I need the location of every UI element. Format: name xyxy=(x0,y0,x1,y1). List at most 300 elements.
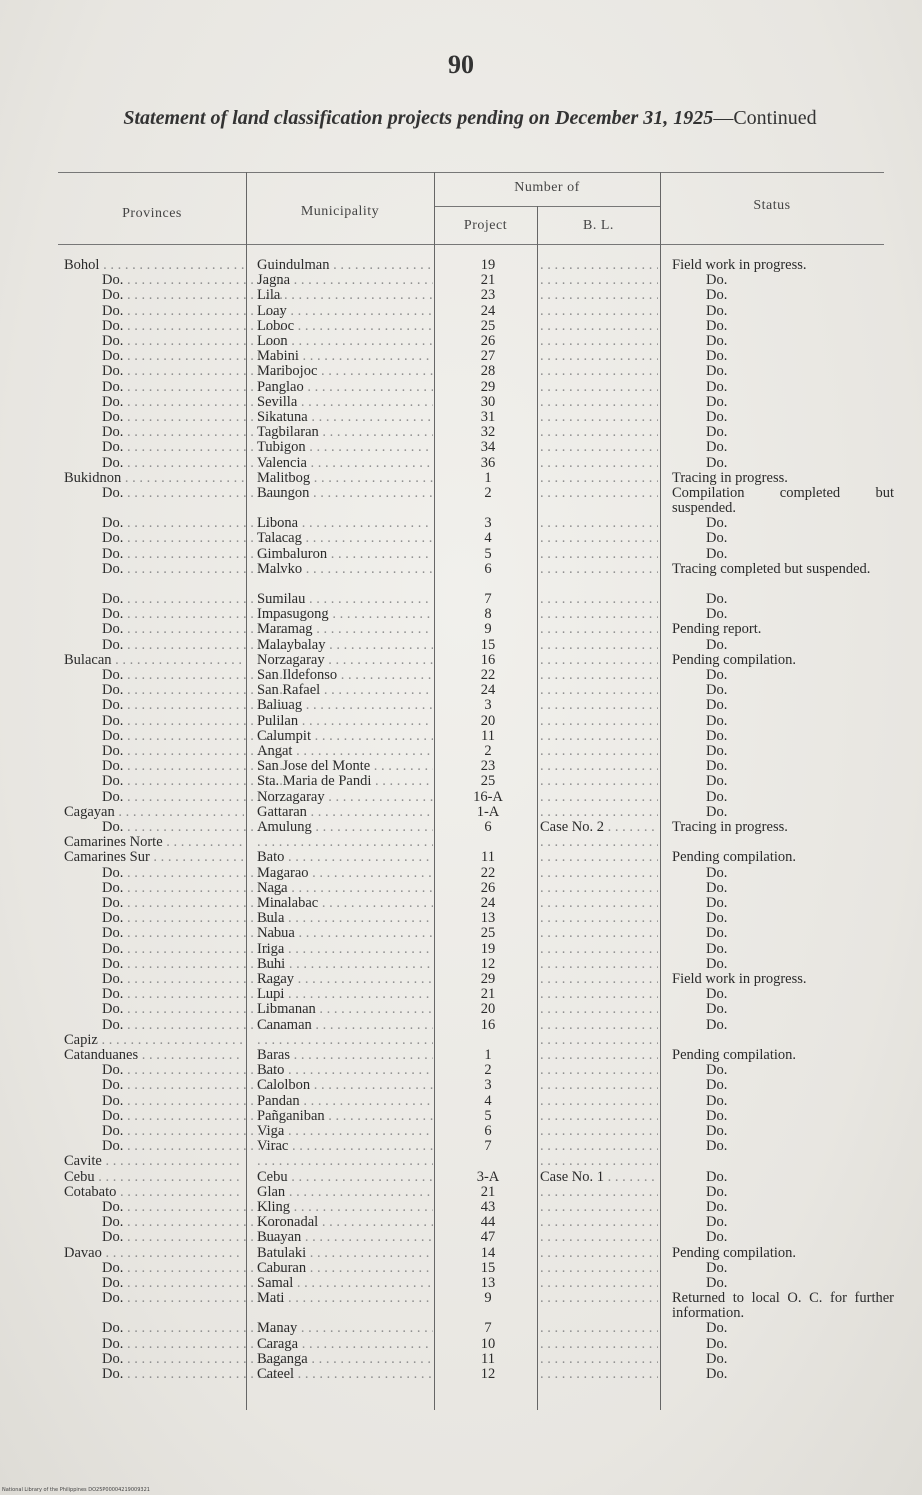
province-cell: Do. . . . xyxy=(64,759,282,774)
bl-cell xyxy=(540,1321,658,1336)
municipality-cell: Talacag . . . xyxy=(257,531,433,546)
bl-cell xyxy=(540,319,658,334)
municipality-cell: Nabua . . . xyxy=(257,926,433,941)
status-cell: Do. xyxy=(706,287,728,304)
municipality-cell: Naga . . . xyxy=(257,881,433,896)
province-cell: Do. . . . xyxy=(64,911,282,926)
status-cell: Do. xyxy=(706,1001,728,1018)
bl-cell xyxy=(540,516,658,531)
project-cell: 47 xyxy=(480,1230,496,1246)
project-cell: 44 xyxy=(480,1215,496,1231)
project-cell: 24 xyxy=(480,303,496,319)
project-cell: 22 xyxy=(480,865,496,881)
province-cell: Bohol . . . xyxy=(64,258,244,273)
municipality-cell: Loon . . . xyxy=(257,334,433,349)
province-cell: Do. . . . xyxy=(64,562,282,577)
bl-cell xyxy=(540,972,658,987)
bl-cell xyxy=(540,896,658,911)
status-cell: Do. xyxy=(706,454,728,471)
bl-cell xyxy=(540,1094,658,1109)
project-cell: 5 xyxy=(484,546,492,562)
municipality-cell: Pañganiban . . . xyxy=(257,1109,433,1124)
project-cell: 25 xyxy=(480,926,496,942)
header-status: Status xyxy=(753,198,791,213)
project-cell: 11 xyxy=(481,728,495,744)
title-continued: —Continued xyxy=(713,107,817,129)
bl-cell xyxy=(540,759,658,774)
bl-cell xyxy=(540,774,658,789)
province-cell: Do. . . . xyxy=(64,486,282,501)
municipality-cell: Pulilan . . . xyxy=(257,714,433,729)
project-cell: 11 xyxy=(481,850,495,866)
province-cell: Do. . . . xyxy=(64,592,282,607)
bl-cell: Case No. 2 . . . xyxy=(540,820,658,835)
municipality-cell: Malvko . . . xyxy=(257,562,433,577)
province-cell: Do. . . . xyxy=(64,364,282,379)
status-cell: Pending compilation. xyxy=(672,1244,797,1261)
bl-cell xyxy=(540,638,658,653)
province-cell: Do. . . . xyxy=(64,1018,282,1033)
project-cell: 7 xyxy=(484,592,492,607)
footer-note: National Library of the Philippines DO25P00004219009321 xyxy=(2,1487,150,1493)
project-cell: 34 xyxy=(480,440,496,456)
status-cell: Do. xyxy=(706,1168,728,1185)
province-cell: Do. . . . xyxy=(64,1200,282,1215)
status-cell: Do. xyxy=(706,1138,728,1155)
province-cell: Do. . . . xyxy=(64,1094,282,1109)
bl-cell xyxy=(540,850,658,865)
municipality-cell: Libmanan . . . xyxy=(257,1002,433,1017)
municipality-cell: Impasugong . . . xyxy=(257,607,433,622)
province-cell: Do. . . . xyxy=(64,1367,282,1382)
status-cell: Do. xyxy=(706,545,728,562)
status-cell: Field work in progress. xyxy=(672,257,807,273)
bl-cell xyxy=(540,425,658,440)
project-cell: 9 xyxy=(484,622,492,638)
municipality-cell: Mati . . . xyxy=(257,1291,433,1306)
province-cell: Do. . . . xyxy=(64,1215,282,1230)
status-cell: Do. xyxy=(706,272,728,289)
bl-cell xyxy=(540,349,658,364)
province-cell: Do. . . . xyxy=(64,273,282,288)
project-cell: 8 xyxy=(484,607,492,623)
project-cell: 3 xyxy=(484,516,492,532)
province-cell: Do. . . . xyxy=(64,622,282,637)
province-cell: Do. . . . xyxy=(64,440,282,455)
province-cell: Do. . . . xyxy=(64,349,282,364)
municipality-cell: Maribojoc . . . xyxy=(257,364,433,379)
project-cell: 9 xyxy=(484,1291,492,1307)
status-cell: Do. xyxy=(706,302,728,319)
municipality-cell: Tubigon . . . xyxy=(257,440,433,455)
status-cell: Do. xyxy=(706,788,728,805)
bl-cell xyxy=(540,881,658,896)
municipality-cell: Guindulman . . . xyxy=(257,258,433,273)
status-cell: Pending report. xyxy=(672,621,762,638)
project-cell: 24 xyxy=(480,896,496,911)
province-cell: Cavite . . . xyxy=(64,1154,244,1169)
project-cell: 24 xyxy=(480,683,496,699)
bl-cell xyxy=(540,273,658,288)
bl-cell xyxy=(540,1185,658,1200)
bl-cell xyxy=(540,1002,658,1017)
municipality-cell xyxy=(257,835,433,850)
province-cell: Do. . . . xyxy=(64,1230,282,1245)
project-cell: 5 xyxy=(484,1108,492,1124)
bl-cell xyxy=(540,1154,658,1169)
project-cell: 32 xyxy=(480,425,496,441)
bl-cell xyxy=(540,592,658,607)
municipality-cell: Tagbilaran . . . xyxy=(257,425,433,440)
province-cell: Do. . . . xyxy=(64,1321,282,1336)
municipality-cell: Bato . . . xyxy=(257,850,433,865)
municipality-cell: Maramag . . . xyxy=(257,622,433,637)
status-cell: Do. xyxy=(706,424,728,441)
project-cell: 6 xyxy=(484,820,492,835)
province-cell: Do. . . . xyxy=(64,987,282,1002)
number-of-rule xyxy=(434,206,660,207)
province-cell: Cotabato . . . xyxy=(64,1185,244,1200)
province-cell: Do. . . . xyxy=(64,1261,282,1276)
status-cell: Do. xyxy=(706,682,728,699)
status-cell: Tracing completed but suspended. xyxy=(672,560,871,577)
header-project: Project xyxy=(463,218,508,233)
project-cell: 1 xyxy=(484,1048,492,1063)
bl-cell xyxy=(540,547,658,562)
status-cell: Do. xyxy=(706,864,728,881)
bl-cell xyxy=(540,486,658,501)
bl-cell xyxy=(540,805,658,820)
project-cell: 4 xyxy=(484,531,492,547)
province-cell: Do. . . . xyxy=(64,972,282,987)
status-cell: Compilation completed but suspended. xyxy=(672,485,894,516)
bl-cell xyxy=(540,622,658,637)
municipality-cell: Cateel . . . xyxy=(257,1367,433,1382)
bl-cell xyxy=(540,1230,658,1245)
project-cell: 3 xyxy=(484,698,492,714)
municipality-cell: Magarao . . . xyxy=(257,866,433,881)
municipality-cell: Sta. Maria de Pandi . . . xyxy=(257,774,433,789)
province-cell: Do. . . . xyxy=(64,1139,282,1154)
column-divider-3 xyxy=(537,206,538,1410)
bl-cell xyxy=(540,866,658,881)
municipality-cell: Calumpit . . . xyxy=(257,729,433,744)
status-cell: Pending compilation. xyxy=(672,651,797,668)
header-municipality: Municipality xyxy=(300,204,380,219)
bl-cell xyxy=(540,1018,658,1033)
project-cell: 14 xyxy=(480,1245,496,1261)
province-cell: Do. . . . xyxy=(64,319,282,334)
status-cell: Do. xyxy=(706,409,728,425)
status-cell: Do. xyxy=(706,1335,728,1352)
bl-cell xyxy=(540,1048,658,1063)
project-cell: 29 xyxy=(480,972,496,987)
municipality-cell: Panglao . . . xyxy=(257,380,433,395)
municipality-cell: Sumilau . . . xyxy=(257,592,433,607)
municipality-cell: Sevilla . . . xyxy=(257,395,433,410)
municipality-cell: Valencia . . . xyxy=(257,456,433,471)
status-cell: Do. xyxy=(706,955,728,972)
bl-cell xyxy=(540,1139,658,1154)
status-cell: Do. xyxy=(706,1350,728,1367)
municipality-cell: Angat . . . xyxy=(257,744,433,759)
province-cell: Do. . . . xyxy=(64,1109,282,1124)
project-cell: 21 xyxy=(480,1184,496,1200)
column-divider-2 xyxy=(434,172,435,1410)
municipality-cell: Baliuag . . . xyxy=(257,698,433,713)
title-italic: Statement of land classification projects pending on December 31, 1925 xyxy=(123,107,714,129)
municipality-cell: Baungon . . . xyxy=(257,486,433,501)
header-bl: B. L. xyxy=(583,218,614,233)
province-cell: Do. . . . xyxy=(64,683,282,698)
municipality-cell: Samal . . . xyxy=(257,1276,433,1291)
project-cell: 10 xyxy=(480,1336,496,1352)
province-cell: Do. . . . xyxy=(64,714,282,729)
municipality-cell: San Rafael . . . xyxy=(257,683,433,698)
project-cell: 2 xyxy=(484,486,492,501)
province-cell: Bulacan . . . xyxy=(64,653,244,668)
bl-cell xyxy=(540,926,658,941)
project-cell: 6 xyxy=(484,1124,492,1139)
province-cell: Do. . . . xyxy=(64,774,282,789)
municipality-cell: Bato . . . xyxy=(257,1063,433,1078)
bl-cell xyxy=(540,304,658,319)
province-cell: Do. . . . xyxy=(64,288,282,303)
page-title xyxy=(60,105,880,131)
status-cell: Do. xyxy=(706,803,728,820)
province-cell: Do. . . . xyxy=(64,425,282,440)
bl-cell xyxy=(540,683,658,698)
province-cell: Do. . . . xyxy=(64,547,282,562)
bl-cell xyxy=(540,410,658,425)
bl-cell xyxy=(540,1367,658,1382)
province-cell: Do. . . . xyxy=(64,896,282,911)
project-cell: 26 xyxy=(480,880,496,896)
page-number: 90 xyxy=(448,50,474,79)
bl-cell xyxy=(540,531,658,546)
municipality-cell: Minalabac . . . xyxy=(257,896,433,911)
bl-cell xyxy=(540,288,658,303)
municipality-cell: Jagna . . . xyxy=(257,273,433,288)
header-number-of: Number of xyxy=(514,180,580,195)
bl-cell xyxy=(540,957,658,972)
municipality-cell: Lila . . . xyxy=(257,288,433,303)
status-cell: Do. xyxy=(706,317,728,334)
province-cell: Do. . . . xyxy=(64,395,282,410)
bl-cell xyxy=(540,1352,658,1367)
municipality-cell: Baganga . . . xyxy=(257,1352,433,1367)
project-cell: 3 xyxy=(484,1078,492,1094)
status-cell: Do. xyxy=(706,697,728,714)
table-top-rule xyxy=(58,172,884,173)
project-cell: 6 xyxy=(484,561,492,577)
status-cell: Do. xyxy=(706,773,728,790)
status-cell: Do. xyxy=(706,1016,728,1033)
municipality-cell: Norzagaray . . . xyxy=(257,653,433,668)
province-cell: Do. . . . xyxy=(64,1063,282,1078)
municipality-cell: San Jose del Monte . . . xyxy=(257,759,433,774)
project-cell: 29 xyxy=(480,379,496,395)
municipality-cell: Batulaki . . . xyxy=(257,1246,433,1261)
municipality-cell: Gimbaluron . . . xyxy=(257,547,433,562)
municipality-cell: Amulung . . . xyxy=(257,820,433,835)
project-cell: 19 xyxy=(480,941,496,957)
municipality-cell: Buhi . . . xyxy=(257,957,433,972)
bl-cell xyxy=(540,987,658,1002)
status-cell: Do. xyxy=(706,363,728,380)
bl-cell xyxy=(540,729,658,744)
municipality-cell xyxy=(257,1154,433,1169)
project-cell: 30 xyxy=(480,394,496,410)
province-cell: Do. . . . xyxy=(64,820,282,835)
municipality-cell: Pandan . . . xyxy=(257,1094,433,1109)
municipality-cell: Bula . . . xyxy=(257,911,433,926)
province-cell: Do. . . . xyxy=(64,1276,282,1291)
bl-cell xyxy=(540,1291,658,1306)
status-cell: Do. xyxy=(706,667,728,683)
status-cell: Do. xyxy=(706,1259,728,1276)
province-cell: Do. . . . xyxy=(64,1002,282,1017)
status-cell: Do. xyxy=(706,606,728,623)
status-cell: Do. xyxy=(706,530,728,547)
project-cell: 7 xyxy=(484,1321,492,1337)
header-provinces: Provinces xyxy=(122,206,182,221)
status-cell: Do. xyxy=(706,1123,728,1139)
status-cell: Do. xyxy=(706,879,728,896)
project-cell: 15 xyxy=(480,637,496,653)
province-cell: Do. . . . xyxy=(64,1352,282,1367)
project-cell: 28 xyxy=(480,364,496,380)
bl-cell xyxy=(540,835,658,850)
province-cell: Do. . . . xyxy=(64,1291,282,1306)
province-cell: Do. . . . xyxy=(64,456,282,471)
bl-cell xyxy=(540,1078,658,1093)
province-cell: Do. . . . xyxy=(64,380,282,395)
status-cell: Do. xyxy=(706,1275,728,1291)
province-cell: Do. . . . xyxy=(64,638,282,653)
column-divider-4 xyxy=(660,172,661,1410)
status-cell: Do. xyxy=(706,393,728,410)
municipality-cell: Norzagaray . . . xyxy=(257,790,433,805)
project-cell: 21 xyxy=(480,273,496,289)
municipality-cell: Baras . . . xyxy=(257,1048,433,1063)
status-cell: Do. xyxy=(706,910,728,927)
status-cell: Do. xyxy=(706,727,728,744)
bl-cell xyxy=(540,380,658,395)
municipality-cell: Ragay . . . xyxy=(257,972,433,987)
status-cell: Do. xyxy=(706,1320,728,1337)
status-cell: Do. xyxy=(706,1366,728,1382)
status-cell: Field work in progress. xyxy=(672,971,807,987)
province-cell: Do. . . . xyxy=(64,304,282,319)
province-cell: Do. . . . xyxy=(64,866,282,881)
province-cell: Davao . . . xyxy=(64,1246,244,1261)
province-cell: Cebu . . . xyxy=(64,1170,244,1185)
municipality-cell: Caburan . . . xyxy=(257,1261,433,1276)
project-cell: 25 xyxy=(480,318,496,334)
project-cell: 19 xyxy=(480,258,496,273)
status-cell: Pending compilation. xyxy=(672,849,797,866)
province-cell: Do. . . . xyxy=(64,1078,282,1093)
municipality-cell: Glan . . . xyxy=(257,1185,433,1200)
bl-cell xyxy=(540,395,658,410)
status-cell: Tracing in progress. xyxy=(672,819,788,835)
province-cell: Do. . . . xyxy=(64,668,282,683)
municipality-cell: Canaman . . . xyxy=(257,1018,433,1033)
bl-cell xyxy=(540,1261,658,1276)
municipality-cell: Iriga . . . xyxy=(257,942,433,957)
municipality-cell: Manay . . . xyxy=(257,1321,433,1336)
status-cell: Pending compilation. xyxy=(672,1047,797,1063)
header-bottom-rule xyxy=(58,244,884,245)
province-cell: Do. . . . xyxy=(64,790,282,805)
status-cell: Do. xyxy=(706,1229,728,1246)
status-cell: Do. xyxy=(706,986,728,1003)
bl-cell xyxy=(540,1033,658,1048)
project-cell: 22 xyxy=(480,668,496,683)
bl-cell xyxy=(540,1276,658,1291)
project-cell: 12 xyxy=(480,956,496,972)
status-cell: Do. xyxy=(706,1183,728,1200)
status-cell: Do. xyxy=(706,743,728,759)
project-cell: 20 xyxy=(480,1002,496,1018)
status-cell: Do. xyxy=(706,1062,728,1079)
project-cell: 13 xyxy=(480,911,496,927)
project-cell: 1 xyxy=(484,470,492,486)
project-cell: 36 xyxy=(480,455,496,471)
province-cell: Do. . . . xyxy=(64,607,282,622)
project-cell: 13 xyxy=(480,1276,496,1291)
municipality-cell: Loay . . . xyxy=(257,304,433,319)
project-cell: 2 xyxy=(484,1063,492,1079)
municipality-cell: Malaybalay . . . xyxy=(257,638,433,653)
bl-cell xyxy=(540,440,658,455)
bl-cell xyxy=(540,471,658,486)
bl-cell xyxy=(540,1124,658,1139)
bl-cell xyxy=(540,698,658,713)
status-cell: Do. xyxy=(706,636,728,653)
project-cell: 1-A xyxy=(476,804,500,820)
status-cell: Do. xyxy=(706,1199,728,1215)
status-cell: Do. xyxy=(706,378,728,395)
status-cell: Do. xyxy=(706,1077,728,1094)
bl-cell xyxy=(540,1246,658,1261)
province-cell: Do. . . . xyxy=(64,942,282,957)
status-cell: Do. xyxy=(706,591,728,607)
status-cell: Do. xyxy=(706,348,728,365)
status-cell: Do. xyxy=(706,895,728,911)
project-cell: 21 xyxy=(480,987,496,1003)
bl-cell xyxy=(540,744,658,759)
status-cell: Returned to local O. C. for further information. xyxy=(672,1290,894,1322)
municipality-cell xyxy=(257,1033,433,1048)
municipality-cell: Gattaran . . . xyxy=(257,805,433,820)
project-cell: 43 xyxy=(480,1200,496,1215)
project-cell: 23 xyxy=(480,288,496,304)
project-cell: 16-A xyxy=(473,789,503,805)
province-cell: Camarines Norte . . . xyxy=(64,835,244,850)
status-cell: Do. xyxy=(706,439,728,456)
municipality-cell: Viga . . . xyxy=(257,1124,433,1139)
province-cell: Do. . . . xyxy=(64,1337,282,1352)
municipality-cell: Virac . . . xyxy=(257,1139,433,1154)
project-cell: 26 xyxy=(480,334,496,349)
status-cell: Do. xyxy=(706,940,728,957)
bl-cell xyxy=(540,258,658,273)
project-cell: 27 xyxy=(480,349,496,365)
status-cell: Do. xyxy=(706,333,728,349)
project-cell: 11 xyxy=(481,1351,495,1367)
